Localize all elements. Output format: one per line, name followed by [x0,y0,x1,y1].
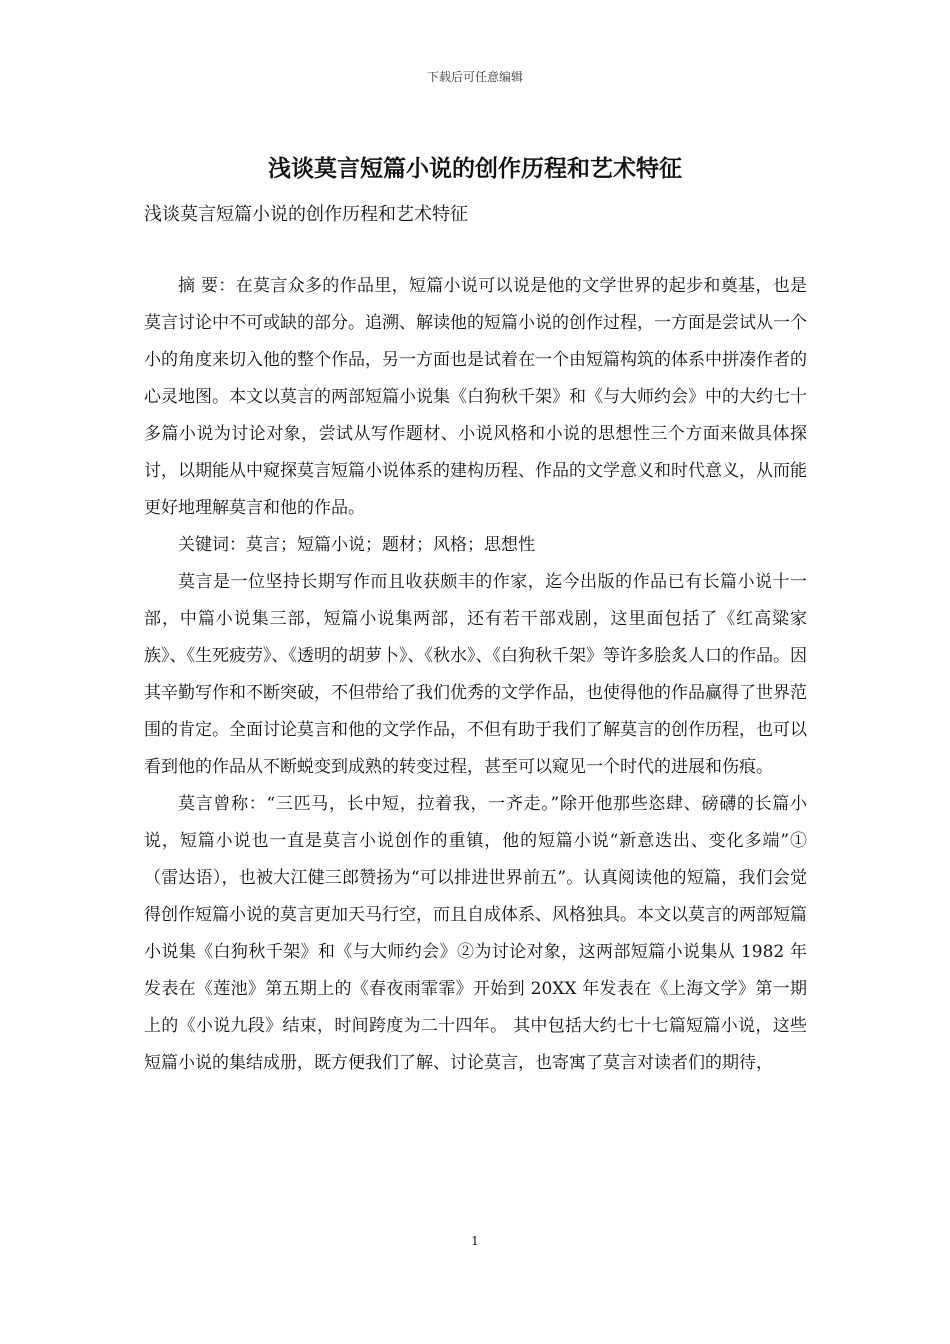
page-number: 1 [471,1234,479,1248]
page-header-note: 下载后可任意编辑 [426,70,523,84]
body-paragraph: 莫言曾称：“三匹马，长中短，拉着我，一齐走。”除开他那些恣肆、磅礴的长篇小说，短篇小说也一直是莫言小说创作的重镇，他的短篇小说“新意迭出、变化多端”①（雷达语），也被大江健三郎赞扬为“可以排进世界前五”。认真阅读他的短篇，我们会觉得创作短篇小说的莫言更加天马行空，而且自成体系、风格独具。本文以莫言的两部短篇小说集《白狗秋千架》和《与大师约会》②为讨论对象，这两部短篇小说集从 1982 年发表在《莲池》第五期上的《春夜雨霏霏》开始到 20XX 年发表在《上海文学》第一期上的《小说九段》结束，时间跨度为二十四年。 其中包括大约七十七篇短篇小说，这些短篇小说的集结成册，既方便我们了解、讨论莫言，也寄寓了莫言对读者们的期待， [144,794,807,1073]
abstract-paragraph: 摘 要：在莫言众多的作品里，短篇小说可以说是他的文学世界的起步和奠基，也是莫言讨论中不可或缺的部分。追溯、解读他的短篇小说的创作过程，一方面是尝试从一个小的角度来切入他的整个作品，另一方面也是试着在一个由短篇构筑的体系中拼凑作者的心灵地图。本文以莫言的两部短篇小说集《白狗秋千架》和《与大师约会》中的大约七十多篇小说为讨论对象，尝试从写作题材、小说风格和小说的思想性三个方面来做具体探讨，以期能从中窥探莫言短篇小说体系的建构历程、作品的文学意义和时代意义，从而能更好地理解莫言和他的作品。 [144,276,807,518]
body-paragraph: 莫言是一位坚持长期写作而且收获颇丰的作家，迄今出版的作品已有长篇小说十一部，中篇小说集三部，短篇小说集两部，还有若干部戏剧，这里面包括了《红高粱家族》、《生死疲劳》、《透明的胡萝卜》、《秋水》、《白狗秋千架》等许多脍炙人口的作品。因其辛勤写作和不断突破，不但带给了我们优秀的文学作品，也使得他的作品赢得了世界范围的肯定。全面讨论莫言和他的文学作品，不但有助于我们了解莫言的创作历程，也可以看到他的作品从不断蜕变到成熟的转变过程，甚至可以窥见一个时代的进展和伤痕。 [144,572,807,777]
document-title: 浅谈莫言短篇小说的创作历程和艺术特征 [268,155,682,182]
document-subtitle: 浅谈莫言短篇小说的创作历程和艺术特征 [144,204,468,225]
document-body [144,268,807,1082]
keywords-paragraph: 关键词：莫言；短篇小说；题材；风格；思想性 [178,535,535,555]
